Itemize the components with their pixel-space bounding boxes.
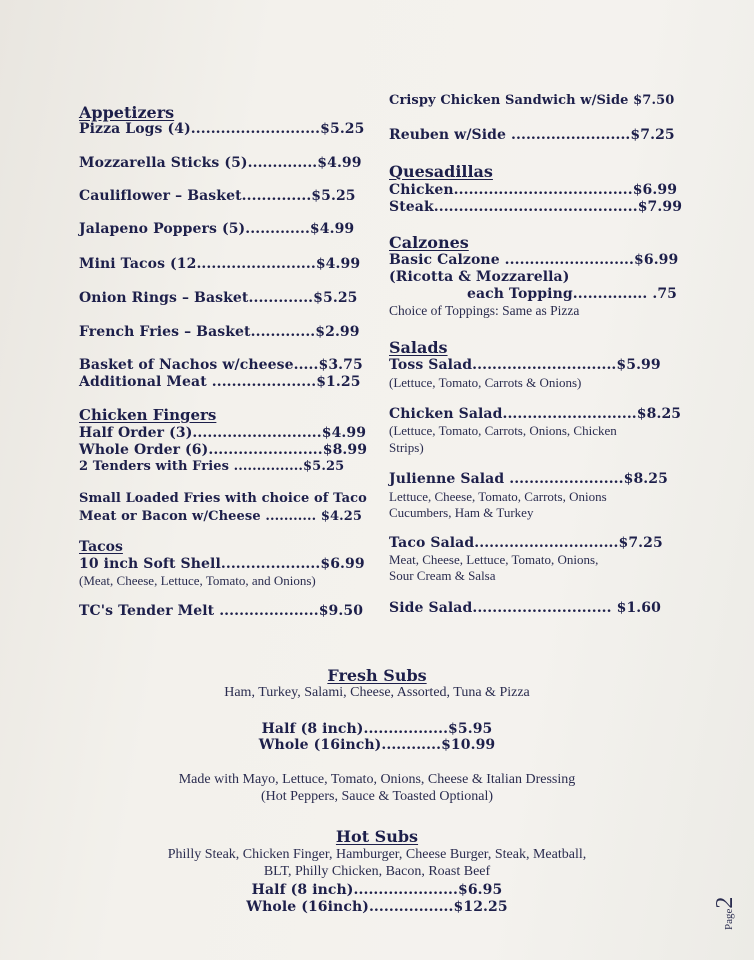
fresh-subs-types: Ham, Turkey, Salami, Cheese, Assorted, Tuna & Pizza (224, 685, 530, 700)
chicken-fingers-heading: Chicken Fingers (79, 406, 217, 424)
item-description: Meat, Cheese, Lettuce, Tomato, Onions, (389, 552, 599, 567)
fresh-subs-half: Half (8 inch).................$5.95 (261, 721, 493, 737)
item-description: (Lettuce, Tomato, Carrots & Onions) (389, 375, 582, 390)
fresh-subs-made-with: Made with Mayo, Lettuce, Tomato, Onions, Cheese & Italian Dressing (178, 772, 576, 787)
quesadillas-heading: Quesadillas (389, 162, 493, 181)
item-description: (Lettuce, Tomato, Carrots, Onions, Chicken (389, 423, 617, 438)
menu-item: Steak.........................................$7.99 (389, 199, 683, 215)
fresh-subs-whole: Whole (16inch)............$10.99 (258, 737, 496, 753)
fresh-subs-heading: Fresh Subs (327, 666, 427, 685)
menu-item: 10 inch Soft Shell....................$6.99 (79, 556, 365, 572)
menu-item: Onion Rings – Basket.............$5.25 (79, 290, 358, 306)
menu-item: Basket of Nachos w/cheese.....$3.75 (79, 357, 363, 373)
menu-item: Pizza Logs (4)..........................$5.25 (79, 121, 365, 137)
hot-subs-half: Half (8 inch).....................$6.95 (251, 882, 503, 898)
item-description: (Ricotta & Mozzarella) (389, 269, 570, 285)
menu-item: Side Salad............................ $1.60 (389, 600, 661, 616)
item-description: Choice of Toppings: Same as Pizza (389, 303, 580, 318)
menu-item: Half Order (3)..........................$4.99 (79, 425, 367, 441)
item-description: (Meat, Cheese, Lettuce, Tomato, and Onions) (79, 573, 316, 588)
fresh-subs-optional: (Hot Peppers, Sauce & Toasted Optional) (260, 789, 494, 804)
tacos-heading: Tacos (79, 539, 123, 555)
appetizers-heading: Appetizers (79, 103, 175, 122)
calzones-heading: Calzones (389, 233, 469, 252)
item-description: Strips) (389, 440, 424, 455)
menu-item: TC's Tender Melt ....................$9.50 (79, 603, 364, 619)
menu-item: Whole Order (6).......................$8.99 (79, 442, 368, 458)
item-description: Cucumbers, Ham & Turkey (389, 505, 534, 520)
menu-item: Crispy Chicken Sandwich w/Side $7.50 (389, 93, 675, 108)
page-digit: 2 (712, 896, 738, 909)
menu-item: Chicken....................................$6.99 (389, 182, 678, 198)
hot-subs-whole: Whole (16inch).................$12.25 (246, 899, 508, 915)
salads-heading: Salads (389, 338, 448, 357)
menu-item: Jalapeno Poppers (5).............$4.99 (79, 221, 355, 237)
hot-subs-types: Philly Steak, Chicken Finger, Hamburger, Cheese Burger, Steak, Meatball, (167, 847, 587, 862)
menu-item: Cauliflower – Basket..............$5.25 (79, 188, 356, 204)
menu-item: 2 Tenders with Fries ...............$5.25 (79, 459, 345, 474)
item-description: Lettuce, Cheese, Tomato, Carrots, Onions (389, 489, 607, 504)
loaded-fries-line: Meat or Bacon w/Cheese ........... $4.25 (79, 509, 363, 524)
menu-item: Toss Salad.............................$5.99 (389, 357, 661, 373)
menu-item: each Topping............... .75 (467, 286, 678, 302)
page-word: Page (723, 908, 735, 930)
menu-item: Basic Calzone ..........................$6.99 (389, 252, 679, 268)
menu-item: Reuben w/Side ........................$7.25 (389, 127, 675, 143)
item-description: Sour Cream & Salsa (389, 568, 496, 583)
hot-subs-types: BLT, Philly Chicken, Bacon, Roast Beef (263, 864, 491, 879)
menu-item: Julienne Salad .......................$8.25 (389, 471, 668, 487)
loaded-fries-line: Small Loaded Fries with choice of Taco (79, 491, 367, 506)
menu-item: Mozzarella Sticks (5)..............$4.99 (79, 155, 362, 171)
page-number (712, 890, 752, 930)
menu-item: Additional Meat .....................$1.25 (79, 374, 361, 390)
menu-item: Taco Salad.............................$7.25 (389, 535, 663, 551)
menu-item: Mini Tacos (12........................$4.99 (79, 256, 361, 272)
menu-item: French Fries – Basket.............$2.99 (79, 324, 360, 340)
menu-item: Chicken Salad...........................$8.25 (389, 406, 682, 422)
hot-subs-heading: Hot Subs (335, 827, 419, 846)
